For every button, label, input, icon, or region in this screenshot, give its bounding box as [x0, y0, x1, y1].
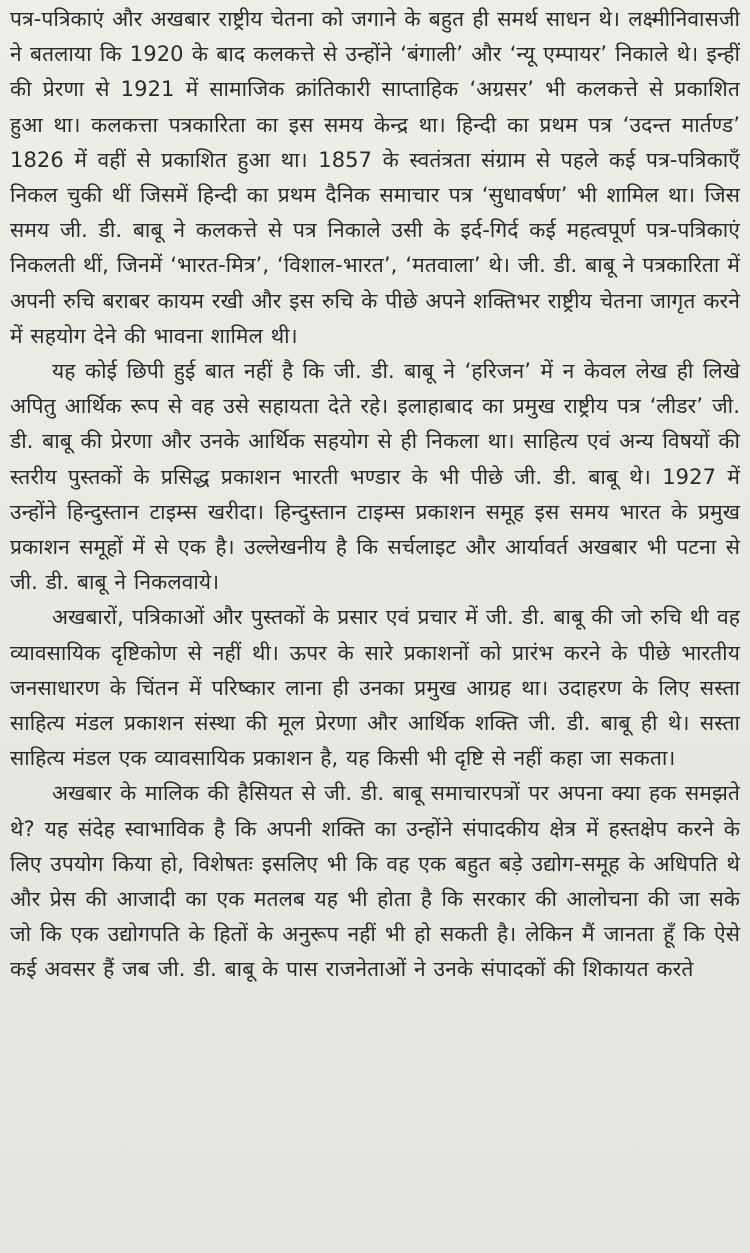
paragraph-3: अखबारों, पत्रिकाओं और पुस्तकों के प्रसार एवं प्रचार में जी. डी. बाबू की जो रुचि थी वह व्यावसायिक दृष्टिकोण से नहीं थी। ऊपर के सारे प्रकाशनों को प्रारंभ करने के पीछे भारतीय जनसाधारण के चिंतन में परिष्कार लाना ही उनका प्रमुख आग्रह था। उदाहरण के लिए सस्ता साहित्य मंडल प्रकाशन संस्था की मूल प्रेरणा और आर्थिक शक्ति जी. डी. बाबू ही थे। सस्ता साहित्य मंडल एक व्यावसायिक प्रकाशन है, यह किसी भी दृष्टि से नहीं कहा जा सकता। — [10, 605, 740, 771]
paragraph-1: पत्र-पत्रिकाएं और अखबार राष्ट्रीय चेतना को जगाने के बहुत ही समर्थ साधन थे। लक्ष्मीनिवासजी ने बतलाया कि 1920 के बाद कलकत्ते से उन्होंने ‘बंगाली’ और ‘न्यू एम्पायर’ निकाले थे। इन्हीं की प्रेरणा से 1921 में सामाजिक क्रांतिकारी साप्ताहिक ‘अग्रसर’ भी कलकत्ते से प्रकाशित हुआ था। कलकत्ता पत्रकारिता का इस समय केन्द्र था। हिन्दी का प्रथम पत्र ‘उदन्त मार्तण्ड’ 1826 में वहीं से प्रकाशित हुआ था। 1857 के स्वतंत्रता संग्राम से पहले कई पत्र-पत्रिकाएँ निकल चुकी थीं जिसमें हिन्दी का प्रथम दैनिक समाचार पत्र ‘सुधावर्षण’ भी शामिल था। जिस समय जी. डी. बाबू ने कलकत्ते से पत्र निकाले उसी के इर्द-गिर्द कई महत्वपूर्ण पत्र-पत्रिकाएं निकलती थीं, जिनमें ‘भारत-मित्र’, ‘विशाल-भारत’, ‘मतवाला’ थे। जी. डी. बाबू ने पत्रकारिता में अपनी रुचि बराबर कायम रखी और इस रुचि के पीछे अपने शक्तिभर राष्ट्रीय चेतना जागृत करने में सहयोग देने की भावना शामिल थी। — [10, 7, 740, 348]
paragraph-4: अखबार के मालिक की हैसियत से जी. डी. बाबू समाचारपत्रों पर अपना क्या हक समझते थे? यह संदेह स्वाभाविक है कि अपनी शक्ति का उन्होंने संपादकीय क्षेत्र में हस्तक्षेप करने के लिए उपयोग किया हो, विशेषतः इसलिए भी कि वह एक बहुत बड़े उद्योग-समूह के अधिपति थे और प्रेस की आजादी का एक मतलब यह भी होता है कि सरकार की आलोचना की जा सके जो कि एक उद्योगपति के हितों के अनुरूप नहीं भी हो सकती है। लेकिन मैं जानता हूँ कि ऐसे कई अवसर हैं जब जी. डी. बाबू के पास राजनेताओं ने उनके संपादकों की शिकायत करते — [10, 781, 740, 982]
document-body — [10, 2, 740, 988]
paragraph-2: यह कोई छिपी हुई बात नहीं है कि जी. डी. बाबू ने ‘हरिजन’ में न केवल लेख ही लिखे अपितु आर्थिक रूप से वह उसे सहायता देते रहे। इलाहाबाद का प्रमुख राष्ट्रीय पत्र ‘लीडर’ जी. डी. बाबू की प्रेरणा और उनके आर्थिक सहयोग से ही निकला था। साहित्य एवं अन्य विषयों की स्तरीय पुस्तकों के प्रसिद्ध प्रकाशन भारती भण्डार के भी पीछे जी. डी. बाबू थे। 1927 में उन्होंने हिन्दुस्तान टाइम्स खरीदा। हिन्दुस्तान टाइम्स प्रकाशन समूह इस समय भारत के प्रमुख प्रकाशन समूहों में से एक है। उल्लेखनीय है कि सर्चलाइट और आर्यावर्त अखबार भी पटना से जी. डी. बाबू ने निकलवाये। — [10, 359, 740, 595]
